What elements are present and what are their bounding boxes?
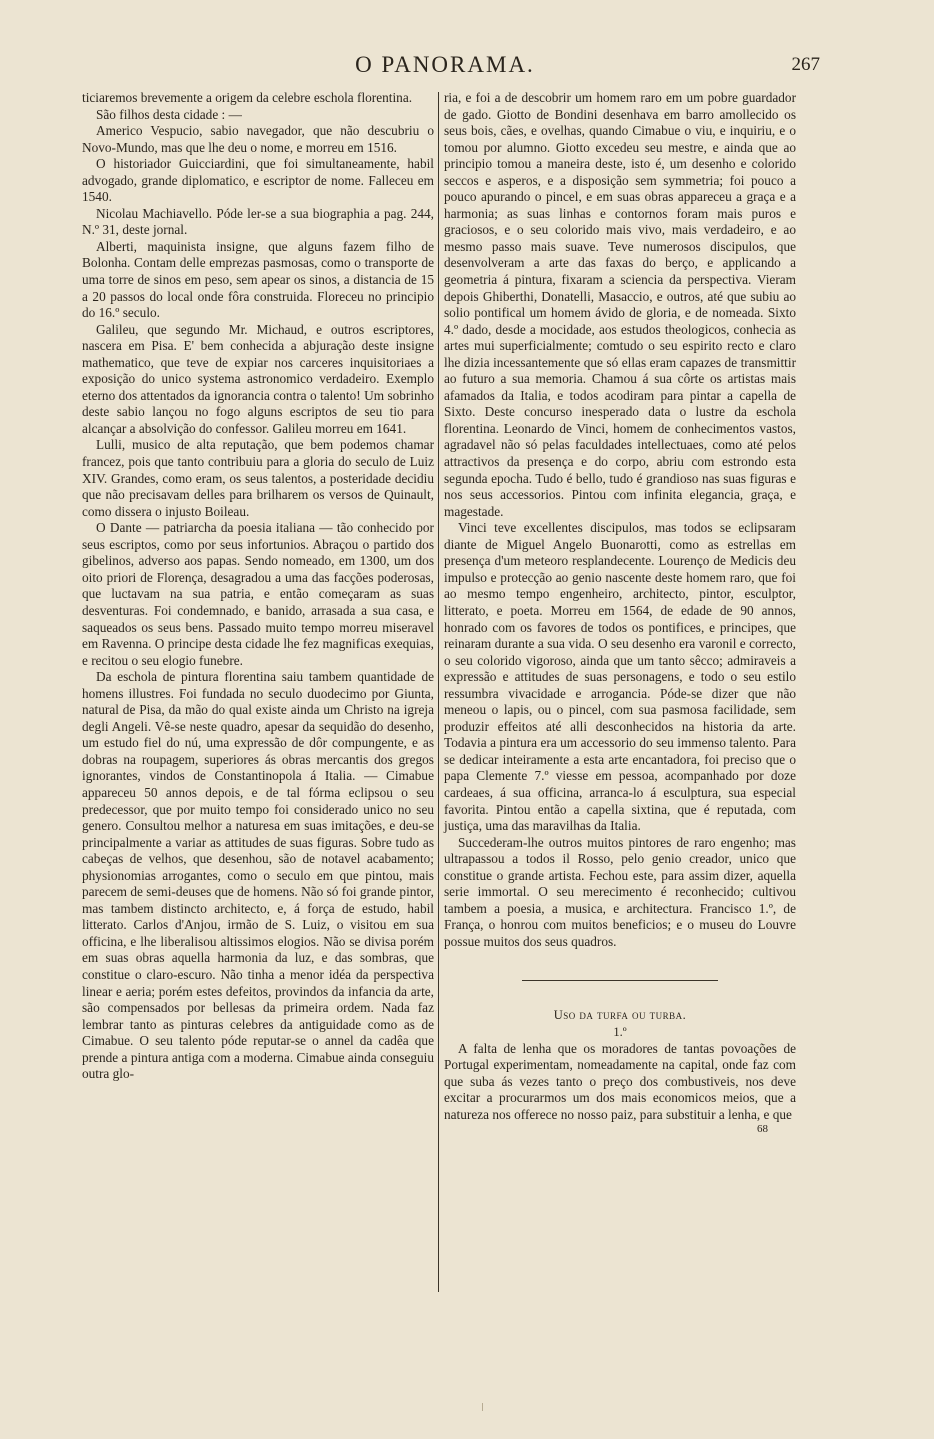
paragraph: ria, e foi a de descobrir um homem raro em um pobre guardador de gado. Giotto de Bondini desenhava em barro amollecido os seus bois, cães, e ovelhas, quando Cimabue o viu, e inquiriu, e o tomou por alumno. Giotto excedeu seu mestre, e ainda que ao principio tomou a maneira deste, isto é, um desenho e colorido seccos e asperos, e a disposição sem symmetria; foi pouco a pouco apurando o pincel, e em suas obras appareceu a graça e a harmonia; as suas linhas e contornos foram mais puros e graciosos, e o seu colorido mais vivo, mais verdadeiro, e ao mesmo passo mais suave. Teve numerosos discipulos, que desenvolveram a arte das faxas do berço, e applicando a geometria á pintura, fixaram a sciencia da perspectiva. Vieram depois Ghiberthi, Donatelli, Masaccio, e outros, até que subiu ao solio pontifical um homem ávido de gloria, e de nomeada. Sixto 4.º dado, desde a mocidade, aos estudos theologicos, conhecia as artes mui superficialmente; comtudo o seu espirito recto e claro lhe dizia incessantemente que só ellas eram capazes de transmittir ao futuro a sua memoria. Chamou á sua côrte os artistas mais afamados da Italia, e todos acodiram para pintar a capella de Sixto. Deste concurso inesperado data o lustre da eschola florentina. Leonardo de Vinci, homem de conhecimentos vastos, agradavel não só pelas faculdades intellectuaes, como até pelos attractivos da presença e do corpo, abriu com estrondo esta segunda epocha. Tudo é bello, tudo é grandioso nas suas figuras e nos seus accessorios. Pintou com infinita elegancia, graça, e magestade. bbox=[444, 90, 796, 519]
left-column bbox=[82, 90, 434, 1083]
paragraph: Da eschola de pintura florentina saiu tambem quantidade de homens illustres. Foi fundada no seculo duodecimo por Giunta, natural de Pisa, da mão do qual existe ainda um Christo na igreja degli Angeli. Vê-se neste quadro, apesar da sequidão do desenho, um estudo fiel do nú, uma expressão de dôr compungente, e as dobras na roupagem, superiores ás obras mercantis dos gregos ignorantes, vindos de Constantinopola á Italia. — Cimabue appareceu 50 annos depois, e de tal fórma eclipsou o seu predecessor, que por muito tempo foi considerado unico no seu genero. Consultou melhor a naturesa em suas imitações, e deu-se principalmente a variar as attitudes de suas figuras. Sobre tudo as cabeças de velhos, que desenhou, são de notavel acabamento; physionomias arrogantes, como o seculo em que pintou, mais parecem de semi-deuses que de homens. Não só foi grande pintor, mas tambem distincto architecto, e, á força de estudo, habil litterato. Carlos d'Anjou, irmão de S. Luiz, o visitou em sua officina, e lhe liberalisou altissimos elogios. Não se divisa porém em suas obras aquella harmonia da luz, e das sombras, que constitue o claro-escuro. Não tinha a menor idéa da perspectiva linear e aeria; porém estes defeitos, provindos da infancia da arte, são compensados por bellesas da primeira ordem. Nada faz lembrar tanto as pinturas celebres da antiguidade como as de Cimabue. O seu talento póde reputar-se o annel da cadêa que prende a pintura antiga com a moderna. Cimabue ainda conseguiu outra glo- bbox=[82, 669, 434, 1082]
article-title: Uso da turfa ou turba. bbox=[553, 1008, 687, 1023]
paragraph: Succederam-lhe outros muitos pintores de raro engenho; mas ultrapassou a todos il Rosso, pelo genio creador, unico que constitue o grande artista. Fechou este, para assim dizer, aquella serie immortal. O seu merecimento é reconhecido; cultivou tambem a poesia, a musica, e architectura. Francisco 1.º, de França, o honrou com muitos beneficios; e o museu do Louvre possue muitos dos seus quadros. bbox=[444, 834, 796, 949]
paragraph: O Dante — patriarcha da poesia italiana — tão conhecido por seus escriptos, como por seus infortunios. Abraçou o partido dos gibelinos, adverso aos papas. Sendo nomeado, em 1300, um dos oito priori de Florença, desagradou a uma das facções poderosas, que luctavam na sua patria, e então começaram as suas desventuras. Foi condemnado, e banido, arrasada a sua casa, e saqueados os seus bens. Passado muito tempo morreu miseravel em Ravenna. O principe desta cidade lhe fez magnificas exequias, e recitou o seu elogio funebre. bbox=[82, 520, 434, 668]
paragraph: Vinci teve excellentes discipulos, mas todos se eclipsaram diante de Miguel Angelo Buonarotti, como as estrellas em presença d'um meteoro resplandecente. Lourenço de Medicis deu impulso e protecção ao genio nascente deste homem raro, que foi ao mesmo tempo engenheiro, architecto, pintor, esculptor, litterato, e poeta. Morreu em 1564, de edade de 90 annos, honrado com os favores de todos os pontifices, e principes, que reinaram durante a sua vida. O seu desenho era varonil e correcto, o seu colorido vigoroso, ainda que um tanto sêcco; admiraveis a expressão e attitudes de suas personagens, e todo o seu estilo ressumbra vivacidade e arrogancia. Póde-se dizer que não meneou o lapis, ou o pincel, com sua pasmosa facilidade, sem produzir effeitos até alli desconhecidos na historia da arte. Todavia a pintura era um accessorio do seu immenso talento. Para se dedicar inteiramente a esta arte encantadora, foi preciso que o papa Clemente 7.º viesse em pessoa, acompanhado por doze cardeaes, á sua officina, arranca-lo á esculptura, sua especial favorita. Pintou então a capella sixtina, que é reputada, com justiça, uma das maravilhas da Italia. bbox=[444, 520, 796, 834]
page-number: 267 bbox=[791, 54, 820, 75]
section-divider bbox=[522, 980, 718, 981]
running-head bbox=[70, 52, 820, 86]
paragraph: Lulli, musico de alta reputação, que bem podemos chamar francez, pois que tanto contribuiu para a gloria do seculo de Luiz XIV. Grandes, como eram, os seus talentos, a posteridade decidiu que não precisavam delles para brilharem os versos de Quinault, como dissera o injusto Boileau. bbox=[82, 437, 434, 519]
paragraph: O historiador Guicciardini, que foi simultaneamente, habil advogado, grande diplomatico, e escriptor de nome. Falleceu em 1540. bbox=[82, 156, 434, 205]
article-paragraph: A falta de lenha que os moradores de tantas povoações de Portugal experimentam, nomeadamente na capital, onde faz com que suba ás vezes tanto o preço dos combustiveis, nos deve excitar a procurarmos um dos mais economicos meios, que a natureza nos offerece no nosso paiz, para substituir a lenha, e que bbox=[444, 1040, 796, 1122]
paper-mark bbox=[482, 1403, 483, 1411]
paragraph: Nicolau Machiavello. Póde ler-se a sua biographia a pag. 244, N.º 31, deste jornal. bbox=[82, 205, 434, 238]
page-title: O PANORAMA. bbox=[355, 52, 535, 77]
signature-mark: 68 bbox=[757, 1123, 768, 1136]
paragraph: São filhos desta cidade : — bbox=[96, 106, 242, 122]
right-column bbox=[444, 90, 796, 1135]
paragraph: Americo Vespucio, sabio navegador, que não descubriu o Novo-Mundo, mas que lhe deu o nome, e morreu em 1516. bbox=[82, 123, 434, 155]
column-divider bbox=[438, 92, 439, 1292]
paragraph: ticiaremos brevemente a origem da celebre eschola florentina. bbox=[82, 90, 413, 105]
article-number: 1.º bbox=[613, 1024, 627, 1039]
paragraph: Galileu, que segundo Mr. Michaud, e outros escriptores, nascera em Pisa. E' bem conhecida a abjuração deste insigne mathematico, que teve de expiar nos carceres inquisitoriaes a exposição do unico systema astronomico verdadeiro. Exemplo eterno dos attentados da ignorancia contra o talento! Um sobrinho deste sabio lançou no fogo alguns escriptos de seu tio para alcançar a absolvição do confessor. Galileu morreu em 1641. bbox=[82, 321, 434, 436]
paragraph: Alberti, maquinista insigne, que alguns fazem filho de Bolonha. Contam delle emprezas pasmosas, como o transporte de uma torre de sinos em peso, sem apear os sinos, a distancia de 15 a 20 passos do local onde fôra construida. Floreceu no principio do 16.º seculo. bbox=[82, 238, 434, 321]
